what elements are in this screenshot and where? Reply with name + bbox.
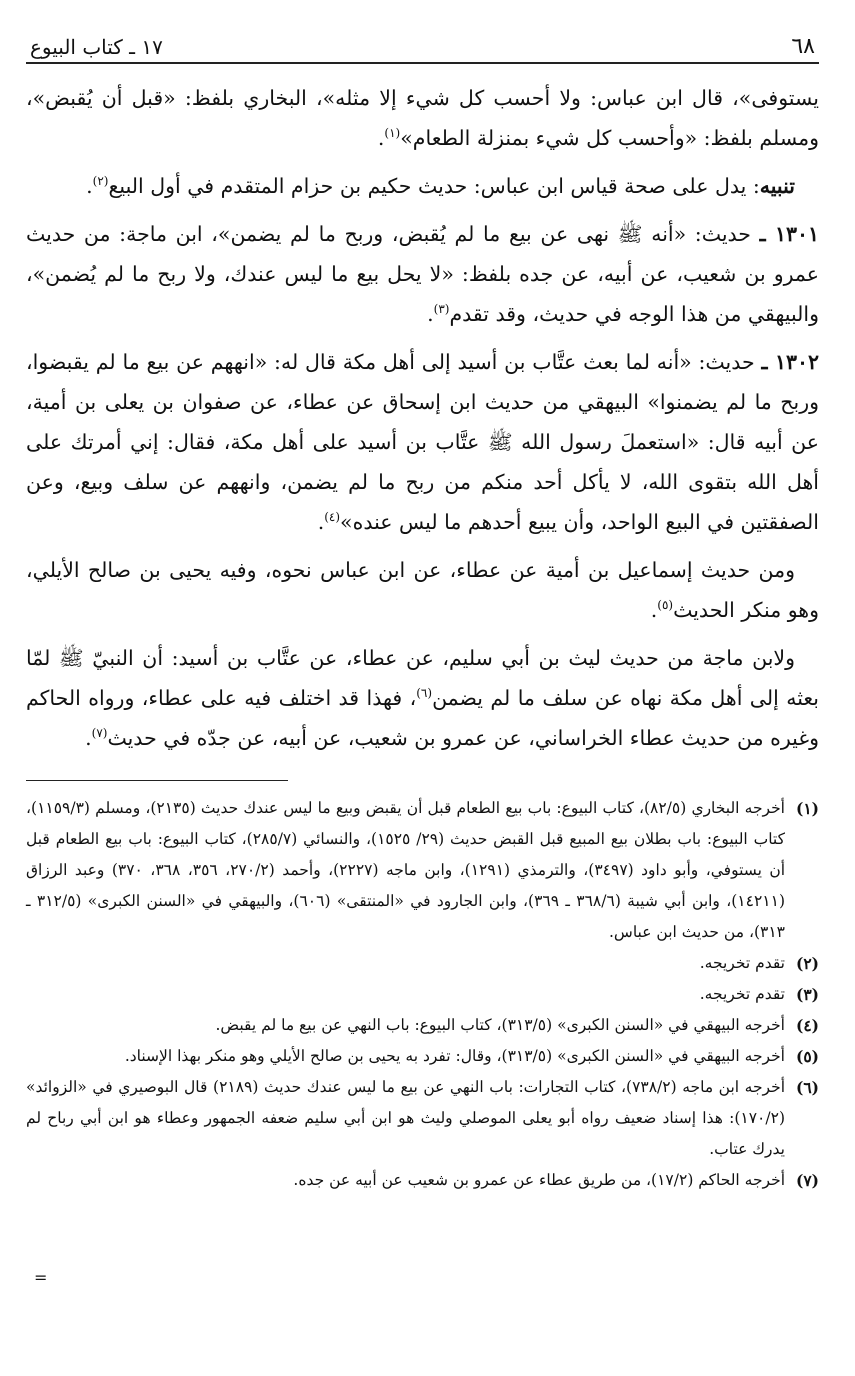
footnote-ref: (٤)	[324, 510, 341, 525]
footnote-text: أخرجه البخاري (٨٢/٥)، كتاب البيوع: باب بيع الطعام قبل أن يقبض وبيع ما ليس عندك حديث (٢١٣٥)، ومسلم (١١٥٩/٣)، كتاب البيوع: باب بطلان بيع المبيع قبل القبض حديث (٢٩/ ١٥٢٥)، والنسائي (٢٨٥/٧)، كتاب البيوع: باب بيع الطعام قبل أن يستوفي، وأبو داود (٣٤٩٧)، والترمذي (١٢٩١)، وابن ماجه (٢٢٢٧)، وأحمد (٢٧٠/٢، ٣٥٦، ٣٦٨، ٣٧٠) وعبد الرزاق (١٤٢١١)، وابن أبي شيبة (٣٦٨/٦ ـ ٣٦٩)، وابن الجارود في «المنتقى» (٦٠٦)، والبيهقي في «السنن الكبرى» (٣١٢/٥ ـ ٣١٣)، من حديث ابن عباس.	[26, 799, 786, 941]
paragraph-text: يستوفى»، قال ابن عباس: ولا أحسب كل شيء إلا مثله»، البخاري بلفظ: «قبل أن يُقبض»، ومسلم بلفظ: «وأحسب كل شيء بمنزلة الطعام»	[26, 86, 819, 150]
paragraph-tail: .	[427, 302, 434, 326]
footnote-number: (٥)	[795, 1047, 819, 1066]
paragraph-tail: .	[85, 726, 92, 750]
footnote-text: تقدم تخريجه.	[699, 985, 785, 1003]
note-label: تنبيه	[759, 174, 795, 198]
paragraph-text: حديث: «أنه ﷺ نهى عن بيع ما لم يُقبض، وربح ما لم يضمن»، ابن ماجة: من حديث عمرو بن شعيب، عن أبيه، عن جده بلفظ: «لا يحل بيع ما ليس عندك، ولا ربح ما لم يُضمن»، والبيهقي من هذا الوجه في حديث، وقد تقدم	[26, 222, 819, 326]
footnote-text: أخرجه ابن ماجه (٧٣٨/٢)، كتاب التجارات: باب النهي عن بيع ما ليس عندك حديث (٢١٨٩) قال البوصيري في «الزوائد» (١٧٠/٢): هذا إسناد ضعيف رواه أبو يعلى الموصلي وليث هو ابن أبي سليم ضعفه الجمهور وعطاء هو ابن أبي رباح لم يدرك عتاب.	[26, 1078, 786, 1158]
footnote-item	[26, 1041, 819, 1072]
footnote-text: أخرجه البيهقي في «السنن الكبرى» (٣١٣/٥)، كتاب البيوع: باب النهي عن بيع ما لم يقبض.	[215, 1016, 785, 1034]
paragraph-text: : يدل على صحة قياس ابن عباس: حديث حكيم بن حزام المتقدم في أول البيع	[108, 174, 760, 198]
paragraph-tail: .	[650, 598, 658, 622]
paragraph-text: ولابن ماجة من حديث ليث بن أبي سليم، عن عطاء، عن عتَّاب بن أسيد: أن النبيّ ﷺ لمّا بعثه إلى أهل مكة نهاه عن سلف ما لم يضمن	[26, 646, 819, 710]
footnote-item	[26, 979, 819, 1010]
hadith-number: ١٣٠١ ـ	[759, 222, 819, 246]
footnote-item	[26, 793, 819, 948]
footnote-number: (٤)	[795, 1016, 819, 1035]
footnote-number: (٢)	[795, 954, 819, 973]
continuation-mark: =	[34, 1268, 48, 1287]
main-text	[26, 78, 819, 758]
paragraph-tail: .	[317, 510, 325, 534]
paragraph-tail: .	[377, 126, 385, 150]
footnote-item	[26, 1010, 819, 1041]
footnote-text: أخرجه البيهقي في «السنن الكبرى» (٣١٣/٥)، وقال: تفرد به يحيى بن صالح الأيلي وهو منكر بهذا الإسناد.	[124, 1047, 785, 1065]
footnote-number: (٧)	[795, 1171, 819, 1190]
hadith-1301	[26, 214, 819, 334]
hadith-number: ١٣٠٢ ـ	[761, 350, 819, 374]
footnote-ref: (٧)	[91, 726, 108, 741]
footnote-ref: (١)	[384, 126, 401, 141]
footnote-item	[26, 1165, 819, 1196]
footnote-item	[26, 1072, 819, 1165]
running-header	[26, 28, 819, 64]
footnote-number: (٦)	[795, 1078, 819, 1097]
footnote-text: أخرجه الحاكم (١٧/٢)، من طريق عطاء عن عمرو بن شعيب عن أبيه عن جده.	[293, 1171, 785, 1189]
paragraph-6	[26, 638, 819, 758]
footnote-separator	[26, 780, 288, 781]
paragraph-text: ومن حديث إسماعيل بن أمية عن عطاء، عن ابن عباس نحوه، وفيه يحيى بن صالح الأيلي، وهو منكر الحديث	[26, 558, 819, 622]
footnote-ref: (٦)	[416, 686, 433, 701]
footnotes	[26, 793, 819, 1196]
footnote-text: تقدم تخريجه.	[699, 954, 785, 972]
paragraph-note	[26, 166, 819, 206]
footnote-number: (١)	[795, 799, 819, 818]
footnote-ref: (٢)	[92, 174, 109, 189]
hadith-1302	[26, 342, 819, 542]
paragraph-1	[26, 78, 819, 158]
page-number: ٦٨	[791, 34, 815, 59]
chapter-title: ١٧ ـ كتاب البيوع	[30, 35, 163, 59]
footnote-ref: (٣)	[433, 302, 450, 317]
paragraph-5	[26, 550, 819, 630]
paragraph-text: حديث: «أنه لما بعث عتَّاب بن أسيد إلى أهل مكة قال له: «انههم عن بيع ما لم يقبضوا، وربح ما لم يضمنوا» البيهقي من حديث ابن إسحاق عن عطاء، عن صفوان بن يعلى بن أمية، عن أبيه قال: «استعملَ رسول الله ﷺ عتَّاب بن أسيد على أهل مكة، فقال: إني أمرتك على أهل الله بتقوى الله، لا يأكل أحد منكم من ربح ما لم يضمن، وانههم عن سلف وبيع، وعن الصفقتين في البيع الواحد، وأن يبيع أحدهم ما ليس عنده»	[26, 350, 819, 534]
footnote-item	[26, 948, 819, 979]
footnote-ref: (٥)	[657, 598, 674, 613]
paragraph-tail: .	[86, 174, 93, 198]
footnote-number: (٣)	[795, 985, 819, 1004]
paragraph-text-cont: ، فهذا قد اختلف فيه على عطاء، ورواه الحاكم وغيره من حديث عطاء الخراساني، عن عمرو بن شعيب، عن أبيه، عن جدّه في حديث	[26, 686, 819, 750]
